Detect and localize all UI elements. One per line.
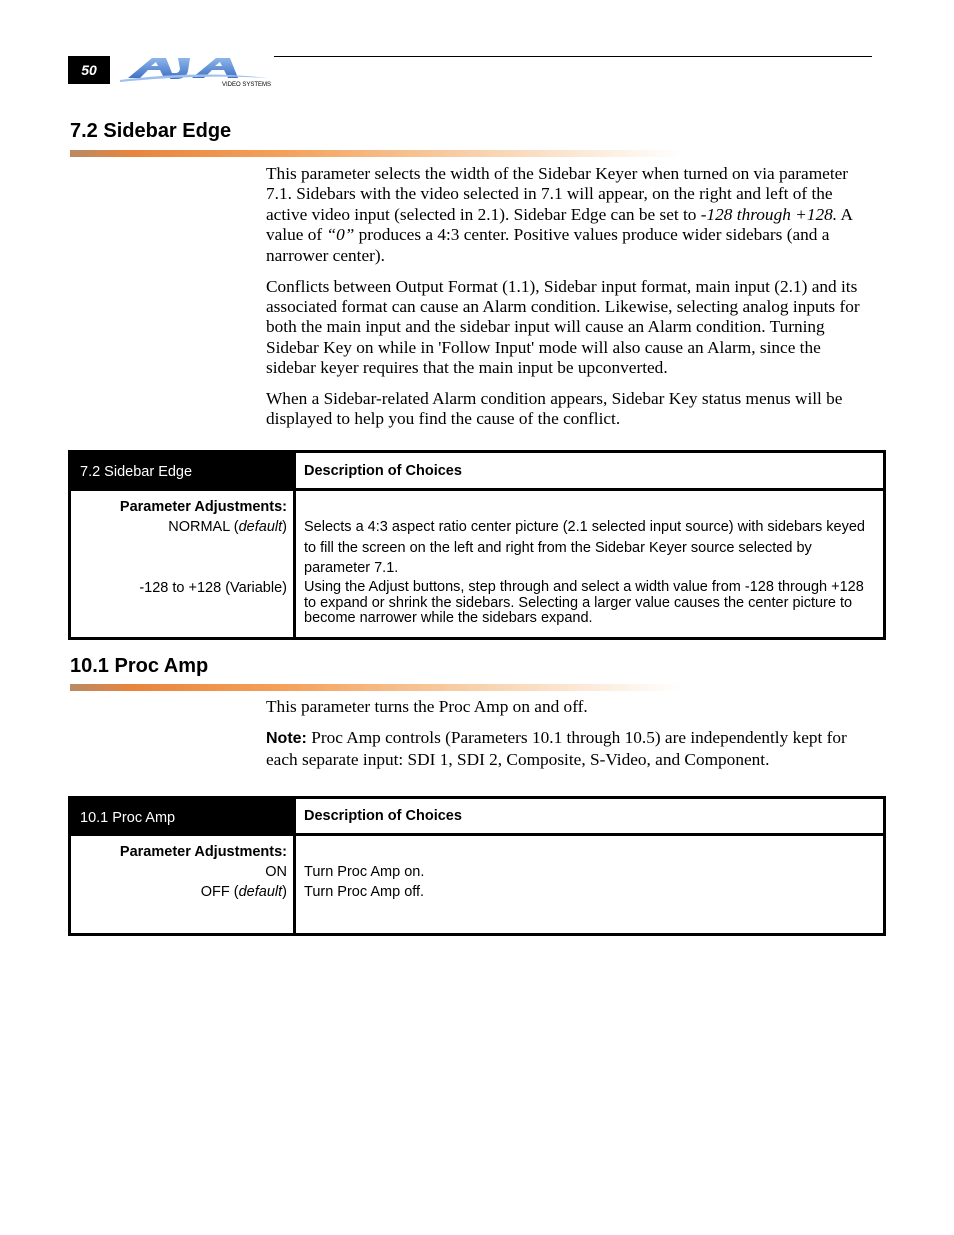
section-title-sidebar-edge: 7.2 Sidebar Edge: [70, 120, 232, 142]
section1-paragraph-3: When a Sidebar-related Alarm condition appears, Sidebar Key status menus will be displayed to help you find the cause of the conflict.: [266, 389, 843, 429]
paren: ): [282, 519, 287, 535]
option-normal: [168, 517, 287, 537]
aja-logo-graphic: [118, 54, 278, 90]
default-tag: default: [238, 519, 283, 535]
table-row: [71, 836, 883, 933]
text-run: A value of: [266, 204, 852, 245]
zero-text: “0”: [326, 225, 355, 245]
option-on-desc: Turn Proc Amp on.: [304, 864, 425, 880]
note-label: Note:: [266, 730, 307, 748]
table-header-row: [71, 799, 883, 836]
proc-amp-table: [68, 796, 886, 936]
option-name: OFF (: [200, 884, 239, 900]
table-header-row: [71, 453, 883, 491]
section-title-proc-amp: 10.1 Proc Amp: [70, 655, 209, 677]
section1-body: [266, 164, 872, 440]
option-normal-desc: Selects a 4:3 aspect ratio center picture (2.1 selected input source) with sidebars keyed to fill the screen on the left and right from the Sidebar Keyer source selected by parameter 7.1.: [304, 519, 865, 576]
text-run: This parameter selects the width of the Sidebar Keyer when turned on via parameter 7.1. Sidebars with the video selected in 7.1 will appear, on the right and left of the active video input (selected in 2.1). Sidebar Edge can be set to: [266, 164, 849, 224]
table-header-parameter: 10.1 Proc Amp: [71, 799, 293, 836]
section1-paragraph-2: Conflicts between Output Format (1.1), Sidebar input format, main input (2.1) and its associated format can cause an Alarm condition. Likewise, selecting analog inputs for both the main input and the sidebar input will cause an Alarm condition. Turning Sidebar Key on while in 'Follow Input' mode will also cause an Alarm, since the sidebar keyer requires that the main input be upconverted.: [266, 276, 860, 378]
parameter-adjustments-cell: [71, 491, 293, 637]
table-header-parameter: 7.2 Sidebar Edge: [71, 453, 293, 491]
table-header-description: Description of Choices: [296, 799, 883, 833]
description-cell: [296, 836, 883, 933]
option-off: [201, 882, 287, 902]
option-variable: -128 to +128 (Variable): [139, 580, 287, 596]
range-text: -128 through +128.: [700, 204, 838, 224]
table-row: [71, 491, 883, 637]
note-text: Proc Amp controls (Parameters 10.1 through 10.5) are independently kept for each separate input: SDI 1, SDI 2, Composite, S-Video, and Component.: [266, 728, 847, 769]
section2-body: [266, 697, 872, 781]
default-tag: default: [238, 884, 283, 900]
description-cell: [296, 491, 883, 637]
adjust-label: Parameter Adjustments:: [119, 844, 287, 860]
section-underline: [70, 150, 682, 157]
parameter-adjustments-cell: [71, 836, 293, 933]
text-run: produces a 4:3 center. Positive values produce wider sidebars (and a narrower center).: [266, 225, 830, 265]
table-header-description: Description of Choices: [296, 453, 883, 488]
option-off-desc: Turn Proc Amp off.: [304, 884, 425, 900]
section-underline: [70, 684, 682, 691]
option-on: ON: [265, 864, 287, 880]
option-variable-desc: Using the Adjust buttons, step through and select a width value from -128 through +128 to expand or shrink the sidebars. Selecting a larger value causes the center picture to become narrower while the sidebars expand.: [304, 579, 864, 626]
page-number: 50: [68, 56, 110, 84]
paren: ): [282, 884, 287, 900]
aja-logo: [118, 54, 278, 90]
option-name: NORMAL (: [168, 519, 239, 535]
section2-note: [266, 728, 872, 770]
section2-paragraph-1: This parameter turns the Proc Amp on and off.: [266, 697, 588, 716]
adjust-label: Parameter Adjustments:: [119, 499, 287, 515]
logo-subtext: VIDEO SYSTEMS: [222, 82, 272, 88]
sidebar-edge-table: [68, 450, 886, 640]
header-rule: [274, 56, 872, 57]
section1-paragraph-1: [266, 164, 872, 266]
